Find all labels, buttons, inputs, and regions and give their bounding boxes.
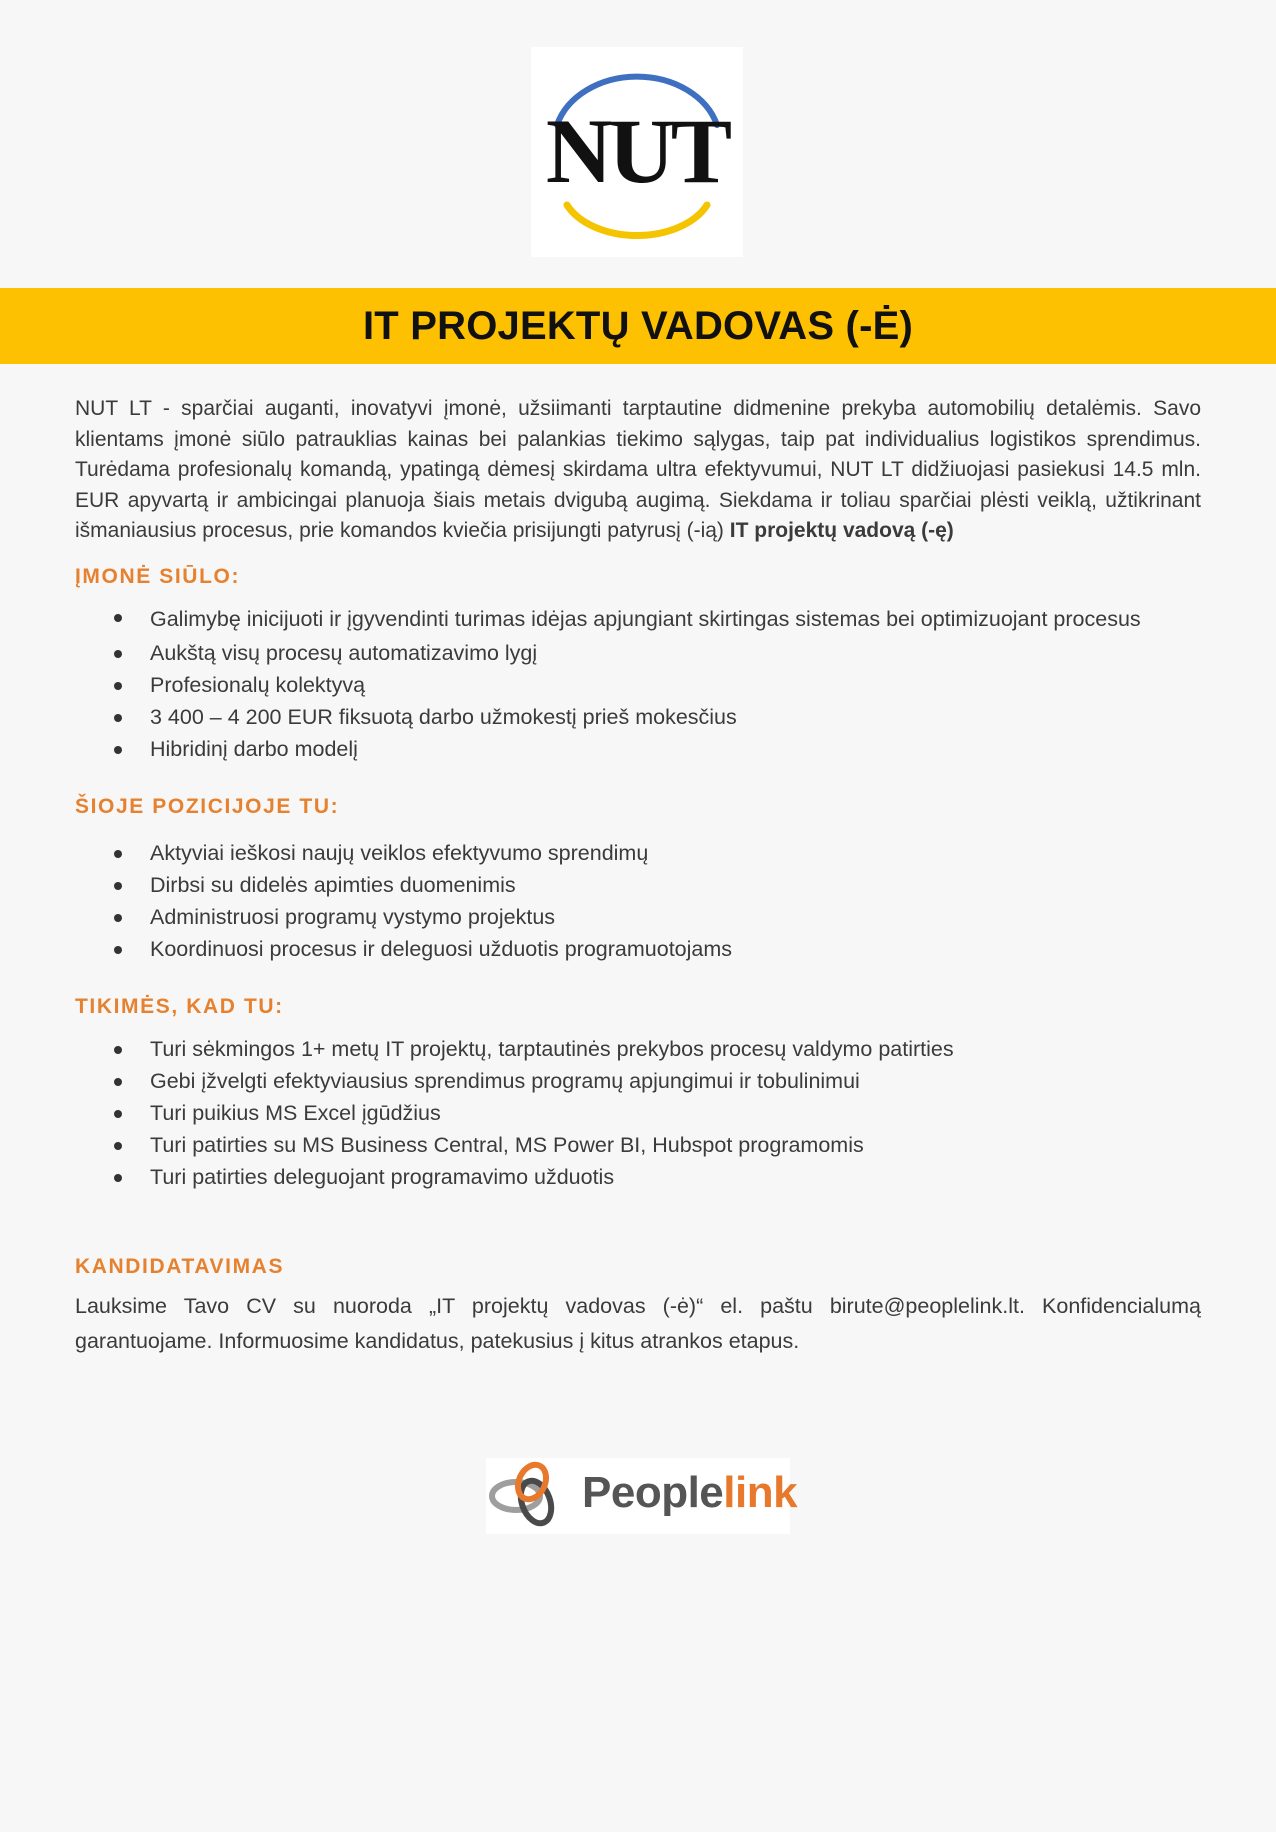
list-item: Administruosi programų vystymo projektus [75, 901, 1201, 933]
section-heading-offer: ĮMONĖ SIŪLO: [75, 564, 241, 588]
peoplelink-rings-icon [486, 1458, 566, 1534]
role-list [75, 837, 1201, 965]
nut-logo-wordmark: NUT [545, 100, 729, 202]
intro-bold-role: IT projektų vadovą (-ę) [729, 519, 954, 542]
list-item: Koordinuosi procesus ir deleguosi užduotis programuotojams [75, 933, 1201, 965]
nut-logo [531, 47, 743, 257]
logo-arc-yellow [567, 205, 707, 236]
list-item: 3 400 – 4 200 EUR fiksuotą darbo užmokestį prieš mokesčius [75, 701, 1201, 733]
list-item: Aktyviai ieškosi naujų veiklos efektyvumo sprendimų [75, 837, 1201, 869]
list-item: Turi sėkmingos 1+ metų IT projektų, tarptautinės prekybos procesų valdymo patirties [75, 1033, 1201, 1065]
offer-list [75, 601, 1201, 765]
list-item: Dirbsi su didelės apimties duomenimis [75, 869, 1201, 901]
section-heading-expectations: TIKIMĖS, KAD TU: [75, 994, 284, 1018]
expectations-list [75, 1033, 1201, 1193]
list-item: Turi patirties deleguojant programavimo užduotis [75, 1161, 1201, 1193]
list-item: Profesionalų kolektyvą [75, 669, 1201, 701]
job-ad-content [75, 394, 1201, 1359]
title-band [0, 288, 1276, 364]
job-title: IT PROJEKTŲ VADOVAS (-Ė) [362, 303, 913, 348]
peoplelink-word-people: People [582, 1468, 724, 1517]
list-item: Turi puikius MS Excel įgūdžius [75, 1097, 1201, 1129]
peoplelink-wordmark [582, 1468, 798, 1517]
list-item: Galimybę inicijuoti ir įgyvendinti turimas idėjas apjungiant skirtingas sistemas bei optimizuojant procesus [75, 601, 1201, 637]
list-item: Gebi įžvelgti efektyviausius sprendimus programų apjungimui ir tobulinimui [75, 1065, 1201, 1097]
apply-paragraph: Lauksime Tavo CV su nuoroda „IT projektų vadovas (-ė)“ el. paštu birute@peoplelink.lt. Konfidencialumą garantuojame. Informuosime kandidatus, patekusius į kitus atrankos etapus. [75, 1293, 1201, 1353]
list-item: Turi patirties su MS Business Central, MS Power BI, Hubspot programomis [75, 1129, 1201, 1161]
list-item: Aukštą visų procesų automatizavimo lygį [75, 637, 1201, 669]
peoplelink-word-link: link [723, 1468, 798, 1517]
section-heading-apply: KANDIDATAVIMAS [75, 1254, 285, 1278]
intro-paragraph [75, 394, 1201, 547]
list-item: Hibridinį darbo modelį [75, 733, 1201, 765]
peoplelink-logo [486, 1458, 798, 1534]
intro-text: NUT LT - sparčiai auganti, inovatyvi įmonė, užsiimanti tarptautine didmenine prekyba automobilių detalėmis. Savo klientams įmonė siūlo patrauklias kainas bei palankias tiekimo sąlygas, taip pat individualius logistikos sprendimus. Turėdama profesionalų komandą, ypatingą dėmesį skirdama ultra efektyvumui, NUT LT didžiuojasi pasiekusi 14.5 mln. EUR apyvartą ir ambicingai planuoja šiais metais dvigubą augimą. Siekdama ir toliau sparčiai plėsti veiklą, užtikrinant išmaniausius procesus, prie komandos kviečia prisijungti patyrusį (-ią) [75, 397, 1201, 542]
section-heading-role: ŠIOJE POZICIJOJE TU: [75, 794, 340, 818]
